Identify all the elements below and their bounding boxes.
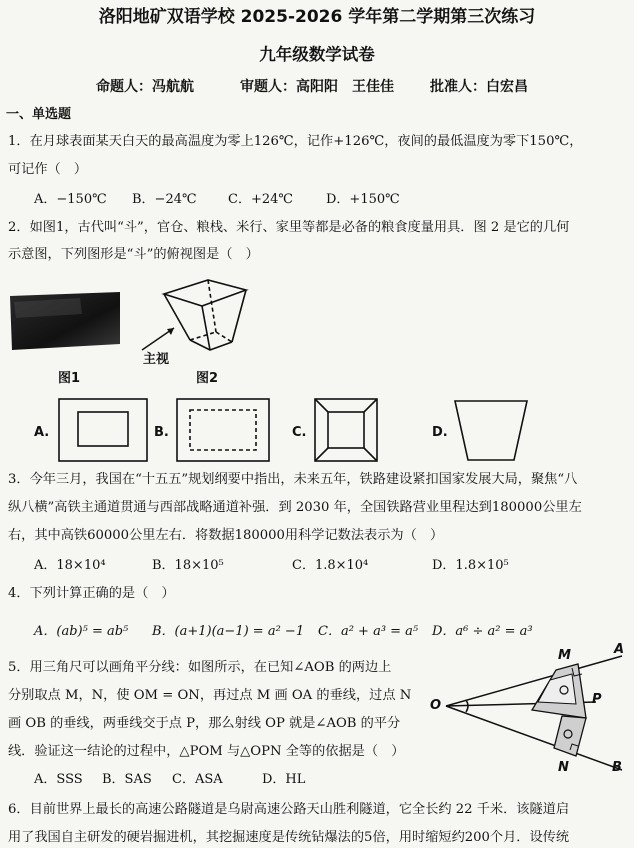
- fig-label-m: M: [558, 648, 571, 663]
- q6-line2: 用了我国自主研发的硬岩掘进机，其挖掘速度是传统钻爆法的5倍，用时缩短约200个月．设传统: [8, 830, 570, 845]
- q6-line1: 6．目前世界上最长的高速公路隧道是乌尉高速公路天山胜利隧道，它全长约 22 千米．该隧道启: [8, 802, 570, 817]
- q2-line1: 2．如图1，古代叫“斗”，官仓、粮栈、米行、家里等都是必备的粮食度量用具．图 2 是它的几何: [8, 220, 570, 235]
- q5-line4: 线．验证这一结论的过程中，△POM 与△OPN 全等的依据是（ ）: [8, 744, 405, 759]
- figure-2-label: 图2: [196, 371, 219, 386]
- q2-option-b-figure: [176, 398, 270, 462]
- q3-option-a: A．18×10⁴: [34, 558, 106, 573]
- q3-line1: 3．今年三月，我国在“十五五”规划纲要中指出，未来五年，铁路建设紧扣国家发展大局，聚焦“八: [8, 472, 578, 487]
- q3-line3: 右，其中高铁60000公里左右．将数据180000用科学记数法表示为（ ）: [8, 528, 444, 543]
- q5-option-b: B．SAS: [102, 772, 152, 787]
- q2-option-d-figure: [454, 400, 528, 462]
- q4-option-a: A．(ab)⁵ = ab⁵: [34, 624, 129, 639]
- q2-option-a-figure: [58, 398, 148, 462]
- q2-option-a-letter: A.: [34, 425, 50, 440]
- q3-option-d: D．1.8×10⁵: [432, 558, 509, 573]
- q5-angle-figure: [426, 640, 626, 780]
- q3-option-c: C．1.8×10⁴: [292, 558, 369, 573]
- q2-option-c-letter: C.: [292, 425, 307, 440]
- q1-option-c: C．+24℃: [228, 192, 293, 207]
- exam-subtitle: 九年级数学试卷: [259, 45, 375, 64]
- figure-1-label: 图1: [58, 371, 81, 386]
- q5-line2: 分别取点 M，N，使 OM = ON，再过点 M 画 OA 的垂线，过点 N: [8, 688, 412, 703]
- q2-option-d-letter: D.: [432, 425, 448, 440]
- q3-option-b: B．18×10⁵: [152, 558, 224, 573]
- fig-label-a: A: [614, 642, 625, 657]
- q1-option-a: A．−150℃: [34, 192, 107, 207]
- q2-option-c-figure: [314, 398, 378, 462]
- q4-line1: 4．下列计算正确的是（ ）: [8, 586, 175, 601]
- q5-line3: 画 OB 的垂线，两垂线交于点 P，那么射线 OP 就是∠AOB 的平分: [8, 716, 401, 731]
- q5-option-a: A．SSS: [34, 772, 83, 787]
- q4-option-d: D．a⁶ ÷ a² = a³: [432, 624, 533, 639]
- exam-title: 洛阳地矿双语学校 2025-2026 学年第二学期第三次练习: [98, 7, 536, 27]
- author-credit: 命题人：冯航航: [96, 79, 194, 95]
- section-title: 一、单选题: [6, 107, 72, 122]
- main-view-label: 主视: [143, 352, 170, 367]
- fig-label-p: P: [592, 692, 602, 707]
- q1-option-d: D．+150℃: [326, 192, 400, 207]
- approver-credit: 批准人：白宏昌: [430, 79, 528, 95]
- q4-option-b: B．(a+1)(a−1) = a² −1: [152, 624, 305, 639]
- reviewer-credit: 审题人：高阳阳 王佳佳: [240, 79, 394, 95]
- fig-label-b: B: [612, 760, 622, 775]
- q2-option-b-letter: B.: [154, 425, 169, 440]
- q2-line2: 示意图，下列图形是“斗”的俯视图是（ ）: [8, 247, 259, 262]
- q3-line2: 纵八横”高铁主通道贯通与西部战略通道补强．到 2030 年，全国铁路营业里程达到180000公里左: [8, 500, 582, 515]
- q5-option-d: D．HL: [262, 772, 306, 787]
- fig-label-o: O: [430, 698, 442, 713]
- q4-option-c: C．a² + a³ = a⁵: [318, 624, 419, 639]
- q1-option-b: B．−24℃: [132, 192, 197, 207]
- q5-option-c: C．ASA: [172, 772, 223, 787]
- fig-label-n: N: [558, 760, 569, 775]
- q1-line1: 1．在月球表面某天白天的最高温度为零上126℃，记作+126℃，夜间的最低温度为零下150℃，: [8, 134, 583, 149]
- q1-line2: 可记作（ ）: [8, 162, 88, 177]
- q5-line1: 5．用三角尺可以画角平分线：如图所示，在已知∠AOB 的两边上: [8, 660, 392, 675]
- figure-1-photo: [10, 292, 120, 352]
